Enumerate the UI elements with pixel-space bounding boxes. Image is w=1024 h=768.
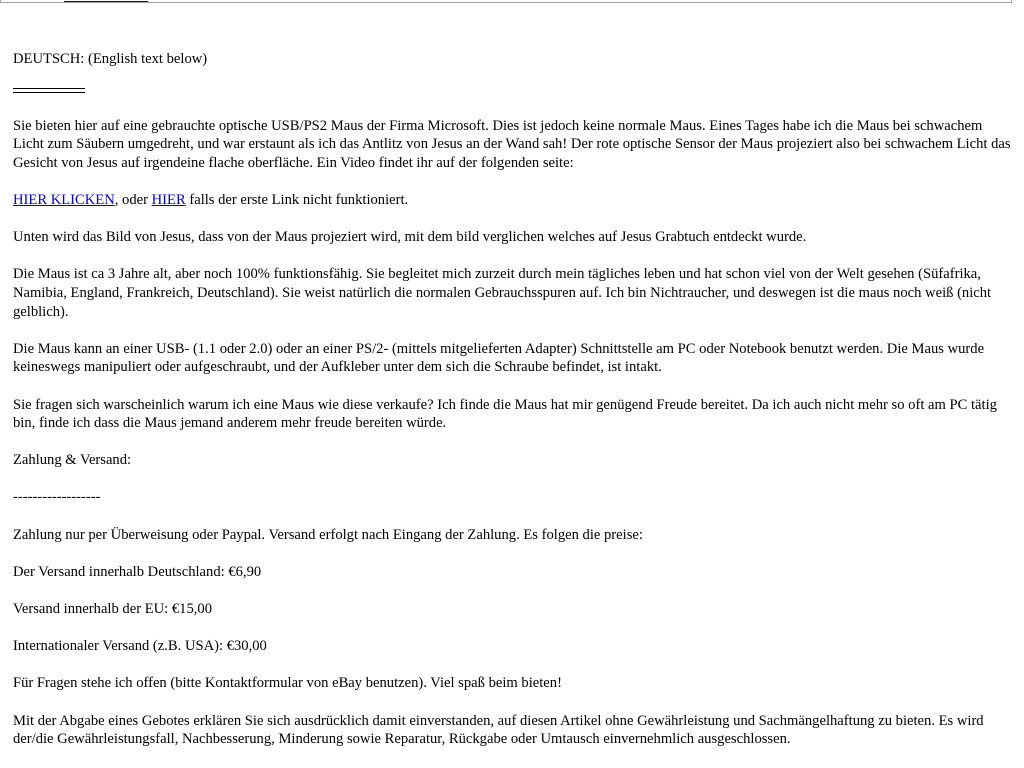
links-connector: , oder [114, 191, 152, 208]
top-frame-border [0, 0, 1012, 3]
shipping-eu: Versand innerhalb der EU: €15,00 [13, 601, 212, 618]
payment-paragraph: Zahlung nur per Überweisung oder Paypal. Versand erfolgt nach Eingang der Zahlung. Es folgen die preise: [13, 526, 643, 543]
hier-link[interactable]: HIER [151, 191, 186, 208]
german-heading: DEUTSCH: (English text below) [13, 51, 208, 67]
hier-klicken-link[interactable]: HIER KLICKEN [13, 191, 115, 208]
top-link-fragment[interactable] [64, 0, 148, 2]
legal-paragraph: Mit der Abgabe eines Gebotes erklären Sie sich ausdrücklich damit einverstanden, auf diesen Artikel ohne Gewährleistung und Sachmängelhaftung zu bieten. Es wird der/die Gewährleistungsfall, Nachbesserung, Minderung sowie Reparatur, Rückgabe oder Umtausch einvernehmlich ausgeschlossen. [13, 712, 984, 748]
dash-separator: ------------------ [13, 489, 101, 506]
video-links-paragraph [13, 191, 1013, 210]
double-line-separator [13, 88, 85, 93]
intro-paragraph: Sie bieten hier auf eine gebrauchte optische USB/PS2 Maus der Firma Microsoft. Dies ist jedoch keine normale Maus. Eines Tages habe ich die Maus bei schwachem Licht zum Säubern umgedreht, und war erstaunt als ich das Antlitz von Jesus an der Wand sah! Der rote optische Sensor der Maus projeziert also bei schwachem Licht das Gesicht von Jesus auf irgendeine flache oberfläche. Ein Video findet ihr auf der folgenden seite: [13, 117, 1011, 171]
shipping-international: Internationaler Versand (z.B. USA): €30,00 [13, 638, 267, 655]
condition-paragraph: Die Maus ist ca 3 Jahre alt, aber noch 100% funktionsfähig. Sie begleitet mich zurzeit durch mein tägliches leben und hat schon viel von der Welt gesehen (Süfafrika, Namibia, England, Frankreich, Deutschland). Sie weist natürlich die normalen Gebrauchsspuren auf. Ich bin Nichtraucher, und deswegen ist die maus noch weiß (nicht gelblich). [13, 266, 992, 320]
listing-description [13, 50, 1013, 767]
reason-paragraph: Sie fragen sich warscheinlich warum ich eine Maus wie diese verkaufe? Ich finde die Maus hat mir genügend Freude bereitet. Da ich auch nicht mehr so oft am PC tätig bin, finde ich dass die Maus jemand anderem mehr freude bereiten würde. [13, 396, 997, 432]
links-suffix: falls der erste Link nicht funktioniert. [185, 191, 409, 208]
image-note-paragraph: Unten wird das Bild von Jesus, dass von der Maus projeziert wird, mit dem bild verglichen welches auf Jesus Grabtuch entdeckt wurde. [13, 229, 807, 246]
payment-heading: Zahlung & Versand: [13, 452, 132, 469]
questions-paragraph: Für Fragen stehe ich offen (bitte Kontaktformular von eBay benutzen). Viel spaß beim bieten! [13, 675, 562, 692]
interface-paragraph: Die Maus kann an einer USB- (1.1 oder 2.0) oder an einer PS/2- (mittels mitgelieferten Adapter) Schnittstelle am PC oder Notebook benutzt werden. Die Maus wurde keineswegs manipuliert oder aufgeschraubt, und der Aufkleber unter dem sich die Schraube befindet, ist intakt. [13, 340, 985, 376]
shipping-germany: Der Versand innerhalb Deutschland: €6,90 [13, 563, 262, 580]
